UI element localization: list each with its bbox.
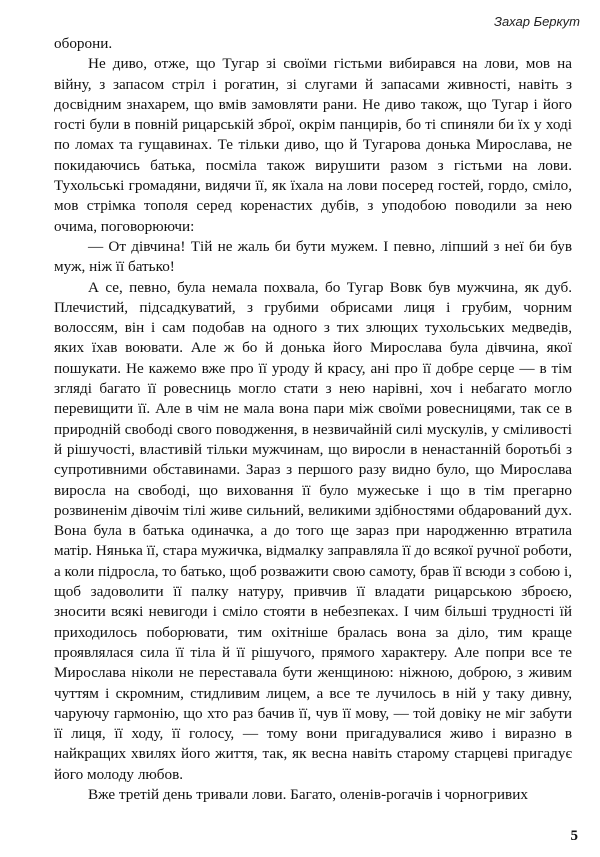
paragraph-continuation: оборони.	[54, 35, 113, 52]
running-header: Захар Беркут	[493, 14, 580, 29]
paragraph: Вже третій день тривали лови. Багато, оленів-рогачів і чорногривих	[88, 785, 528, 803]
page-number: 5	[570, 828, 578, 844]
paragraph: А се, певно, була немала похвала, бо Тугар Вовк був мужчина, як дуб. Плечистий, підсадкуватий, з грубими обрисами лиця і грубим, чорним волоссям, він і сам подобав на одного з тих злющих тухольських медведів, яких їхав воювати. Але ж бо й донька його Мирослава була дівчина, якої пошукати. Не кажемо вже про її уроду й красу, ані про її добре серце — в тім зглядi багато її ровесниць могло стати з нею нарівні, хоч і небагато могло перевищити її. Але в чім не мала вона пари між своїми ровесницями, так се в природній свободі свого поводження, в незвичайній силі мускулів, у сміливості й рішучості, властивій тільки мужчинам, що виросли в ненастанній боротьбі з супротивними обставинами. Зараз з першого разу видно було, що Мирослава виросла на свободі, що виховання її було мужеське і що в тім прегарно розвиненім дівочім тілі живе сильний, великими здібностями обдарований дух. Вона була в батька одиначка, а до того ще зараз при народженню втратила матір. Нянька її, стара мужичка, відмалку заправляла її до всякої ручної роботи, а коли підросла, то батько, щоб розважити свою самоту, брав її всюди з собою і, щоб задоволити її палку натуру, привчив її владати рицарською зброєю, зносити всякі невигоди і сміло стояти в небезпеках. І чим більші трудності їй приходилось поборювати, тим охітніше бралась вона за діло, тим краще проявлялася сила її тіла й її рішучого, прямого характеру. Але попри все те Мирослава ніколи не переставала бути женщиною: ніжною, доброю, з живим чуттям і скромним, стидливим лицем, а все те лучилось в ній у таку дивну, чаруючу гармонію, що хто раз бачив її, чув її мову, — той довіку не міг забути її лиця, її ходу, її голосу, — тому вони пригадувалися живо і виразно в найкращих хвилях його життя, так, як весна навіть старому старцеві пригадує його молоду любов.	[54, 278, 572, 783]
paragraph: Не диво, отже, що Тугар зі своїми гістьми вибирався на лови, мов на війну, з запасом стріл і рогатин, зі слугами й запасами живності, навіть з досвідним знахарем, що вмів замовляти рани. Не диво також, що Тугар і його гості були в повній рицарській зброї, окрім панцирів, бо ті спиняли би їх у ході по ломах та гущавинах. Те тільки диво, що й Тугарова донька Мирослава, не покидаючись батька, посміла також вирушити разом з гістьми на лови. Тухольські громадяни, видячи її, як їхала на лови посеред гостей, гордо, сміло, мов стрімка тополя серед коренастих дубів, з уподобою поводили за нею очима, поговорюючи:	[54, 55, 572, 235]
body-text	[54, 34, 572, 805]
paragraph-dialogue: — От дівчина! Тій не жаль би бути мужем. І певно, ліпший з неї би був муж, ніж її батько!	[54, 237, 572, 276]
